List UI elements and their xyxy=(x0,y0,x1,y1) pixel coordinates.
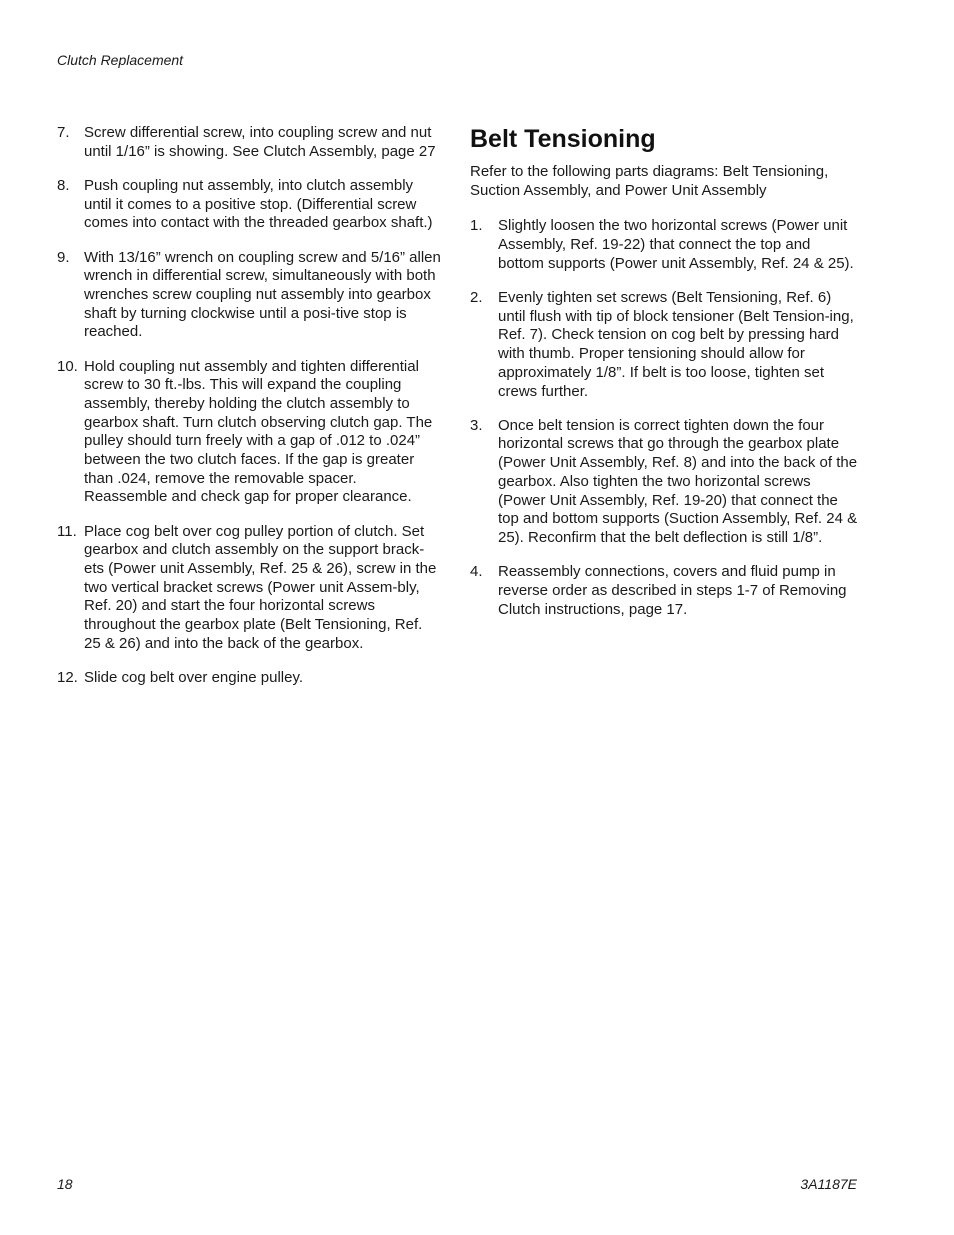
running-header: Clutch Replacement xyxy=(57,52,184,68)
step-number: 4. xyxy=(470,563,483,581)
page-number: 18 xyxy=(57,1176,73,1192)
step-number: 11. xyxy=(57,522,77,540)
step-number: 12. xyxy=(57,669,78,687)
list-item xyxy=(470,563,858,619)
step-number: 10. xyxy=(57,357,78,375)
left-column xyxy=(57,124,441,703)
list-item xyxy=(57,523,441,654)
list-item xyxy=(57,249,441,343)
step-text: Once belt tension is correct tighten down the four horizontal screws that go through the gearbox plate (Power Unit Assembly, Ref. 8) and into the back of the gearbox. Also tighten the two horizontal screws (Power Unit Assembly, Ref. 19-20) that connect the top and bottom supports (Suction Assembly, Ref. 24 & 25). Reconfirm that the belt deflection is still 1/8”. xyxy=(498,416,858,546)
step-number: 7. xyxy=(57,124,70,141)
list-item xyxy=(470,289,858,401)
list-item xyxy=(57,177,441,233)
list-item xyxy=(57,669,441,688)
step-text: With 13/16” wrench on coupling screw and 5/16” allen wrench in differential screw, simultaneously with both wrenches screw coupling nut assembly into gearbox shaft by turning clockwise until a posi-tive stop is reached. xyxy=(84,248,441,341)
step-text: Screw differential screw, into coupling screw and nut until 1/16” is showing. See Clutch Assembly, page 27 xyxy=(84,124,436,160)
step-number: 8. xyxy=(57,176,70,194)
step-number: 9. xyxy=(57,248,70,266)
clutch-steps-list xyxy=(57,124,441,688)
right-column xyxy=(470,124,858,635)
step-text: Hold coupling nut assembly and tighten differential screw to 30 ft.-lbs. This will expand the coupling assembly, thereby holding the clutch assembly to gearbox shaft. Turn clutch observing clutch gap. The pulley should turn freely with a gap of .012 to .024” between the two clutch faces. If the gap is greater than .024, remove the removable spacer. Reassemble and check gap for proper clearance. xyxy=(84,357,433,506)
step-text: Reassembly connections, covers and fluid pump in reverse order as described in steps 1-7 of Removing Clutch instructions, page 17. xyxy=(498,563,847,618)
list-item xyxy=(470,417,858,548)
step-text: Slide cog belt over engine pulley. xyxy=(84,669,304,687)
list-item xyxy=(470,217,858,273)
section-title: Belt Tensioning xyxy=(470,125,656,153)
step-text: Evenly tighten set screws (Belt Tensioning, Ref. 6) until flush with tip of block tensioner (Belt Tension-ing, Ref. 7). Check tension on cog belt by pressing hard with thumb. Proper tensioning should allow for approximately 1/8”. If belt is too loose, tighten set crews further. xyxy=(498,289,854,400)
step-number: 1. xyxy=(470,217,483,235)
step-number: 3. xyxy=(470,416,483,434)
step-text: Place cog belt over cog pulley portion of clutch. Set gearbox and clutch assembly on the support brack-ets (Power unit Assembly, Ref. 25 & 26), screw in the two vertical bracket screws (Power unit Assem-bly, Ref. 20) and start the four horizontal screws throughout the gearbox plate (Belt Tensioning, Ref. 25 & 26) and into the back of the gearbox. xyxy=(84,522,437,652)
list-item xyxy=(57,358,441,508)
belt-tensioning-steps-list xyxy=(470,217,858,619)
document-id: 3A1187E xyxy=(800,1176,857,1192)
step-text: Slightly loosen the two horizontal screws (Power unit Assembly, Ref. 19-22) that connect the top and bottom supports (Power unit Assembly, Ref. 24 & 25). xyxy=(498,217,854,272)
section-intro: Refer to the following parts diagrams: Belt Tensioning, Suction Assembly, and Power Unit Assembly xyxy=(470,163,829,199)
list-item xyxy=(57,124,441,161)
step-number: 2. xyxy=(470,289,483,307)
step-text: Push coupling nut assembly, into clutch assembly until it comes to a positive stop. (Differential screw comes into contact with the threaded gearbox shaft.) xyxy=(84,176,433,232)
